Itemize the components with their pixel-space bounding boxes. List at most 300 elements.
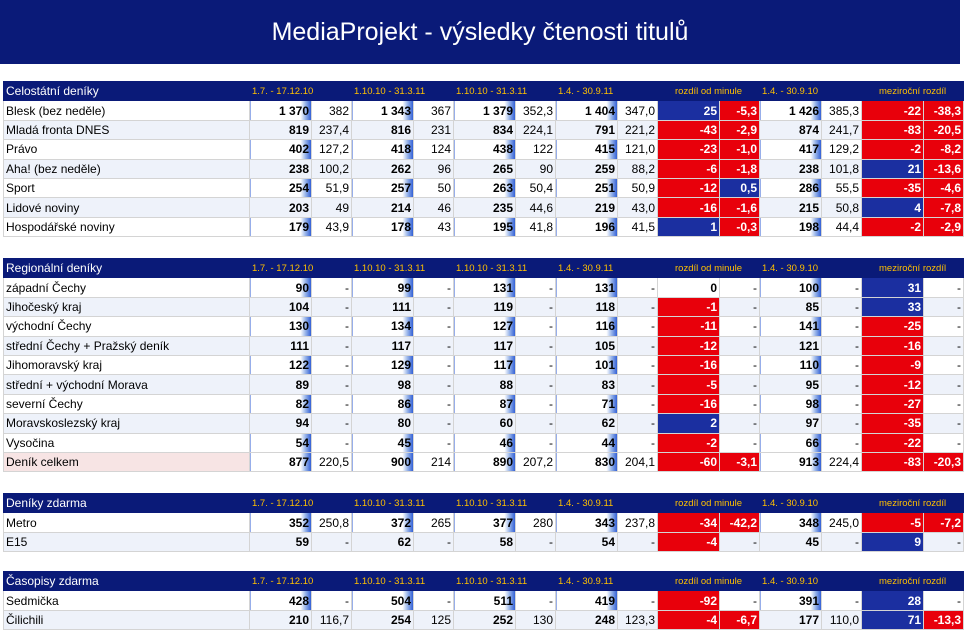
table-cell: 1 379	[454, 101, 516, 120]
table-cell: 44,6	[516, 198, 556, 217]
table-cell: -83	[862, 120, 924, 139]
row-label: Metro	[4, 513, 250, 532]
table-cell: -83	[862, 452, 924, 471]
table-cell: 377	[454, 513, 516, 532]
column-header: 1.10.10 - 31.3.11	[454, 259, 556, 278]
table-row	[4, 355, 964, 374]
table-cell: -	[720, 433, 760, 452]
table-cell: -	[720, 375, 760, 394]
table-cell: 131	[454, 278, 516, 297]
table-cell: 43,0	[618, 198, 658, 217]
table-cell: -	[414, 414, 454, 433]
table-row	[4, 452, 964, 471]
table-cell: -16	[658, 394, 720, 413]
table-cell: 259	[556, 159, 618, 178]
table-cell: 97	[760, 414, 822, 433]
column-header: 1.7. - 17.12.10	[250, 82, 352, 101]
table-cell: 62	[556, 414, 618, 433]
table-cell: -7,2	[924, 513, 964, 532]
table-cell: -	[822, 375, 862, 394]
table-cell: 235	[454, 198, 516, 217]
table-cell: -	[822, 433, 862, 452]
table-cell: -	[720, 317, 760, 336]
table-cell: 54	[250, 433, 312, 452]
row-label: Sedmička	[4, 591, 250, 610]
table-cell: 116,7	[312, 610, 352, 629]
table-cell: 367	[414, 101, 454, 120]
column-header: 1.10.10 - 31.3.11	[352, 259, 454, 278]
table-cell: 352,3	[516, 101, 556, 120]
row-label: Sport	[4, 178, 250, 197]
section-title: Regionální deníky	[4, 259, 250, 278]
table-row	[4, 178, 964, 197]
table-cell: 59	[250, 532, 312, 551]
table-cell: -	[618, 433, 658, 452]
table-cell: -2	[862, 217, 924, 236]
table-cell: 1	[658, 217, 720, 236]
table-cell: 99	[352, 278, 414, 297]
table-cell: -	[720, 532, 760, 551]
row-label: východní Čechy	[4, 317, 250, 336]
table-cell: -34	[658, 513, 720, 532]
table-cell: 117	[454, 355, 516, 374]
table-cell: 4	[862, 198, 924, 217]
table-cell: 830	[556, 452, 618, 471]
table-cell: 280	[516, 513, 556, 532]
table-cell: 121,0	[618, 140, 658, 159]
table-cell: -2,9	[924, 217, 964, 236]
table-cell: 127	[454, 317, 516, 336]
table-cell: 90	[250, 278, 312, 297]
table-cell: -	[312, 278, 352, 297]
table-cell: 877	[250, 452, 312, 471]
table-cell: -22	[862, 101, 924, 120]
table-cell: -	[618, 375, 658, 394]
column-header: 1.4. - 30.9.10	[760, 572, 862, 591]
table-cell: -	[516, 317, 556, 336]
table-cell: -	[312, 297, 352, 316]
table-cell: -1,6	[720, 198, 760, 217]
table-cell: 80	[352, 414, 414, 433]
row-label: střední + východní Morava	[4, 375, 250, 394]
column-header: meziroční rozdíl	[862, 259, 964, 278]
table-cell: -	[516, 394, 556, 413]
table-cell: -	[312, 414, 352, 433]
table-cell: 116	[556, 317, 618, 336]
table-row	[4, 140, 964, 159]
table-row	[4, 591, 964, 610]
table-cell: -	[822, 532, 862, 551]
table-cell: 265	[454, 159, 516, 178]
table-cell: 262	[352, 159, 414, 178]
table-cell: 100	[760, 278, 822, 297]
column-header: 1.10.10 - 31.3.11	[454, 494, 556, 513]
table-cell: -	[618, 297, 658, 316]
table-cell: 352	[250, 513, 312, 532]
section-title: Deníky zdarma	[4, 494, 250, 513]
table-cell: 178	[352, 217, 414, 236]
table-cell: 198	[760, 217, 822, 236]
table-cell: -	[414, 394, 454, 413]
table-cell: 210	[250, 610, 312, 629]
table-cell: 43,9	[312, 217, 352, 236]
table-cell: 55,5	[822, 178, 862, 197]
table-cell: -	[414, 433, 454, 452]
table-cell: -0,3	[720, 217, 760, 236]
table-cell: 86	[352, 394, 414, 413]
table-cell: -	[924, 317, 964, 336]
table-cell: -	[312, 433, 352, 452]
table-cell: -	[414, 278, 454, 297]
table-cell: -6,7	[720, 610, 760, 629]
table-cell: 220,5	[312, 452, 352, 471]
table-cell: 215	[760, 198, 822, 217]
table-cell: 237,8	[618, 513, 658, 532]
table-cell: 82	[250, 394, 312, 413]
table-cell: 241,7	[822, 120, 862, 139]
table-cell: -9	[862, 355, 924, 374]
row-label: Čilichili	[4, 610, 250, 629]
table-row	[4, 297, 964, 316]
table-cell: -	[720, 591, 760, 610]
table-cell: -	[720, 336, 760, 355]
table-cell: 0	[658, 278, 720, 297]
table-cell: 60	[454, 414, 516, 433]
table-cell: -	[414, 355, 454, 374]
table-cell: -	[822, 414, 862, 433]
table-row	[4, 317, 964, 336]
table-cell: 207,2	[516, 452, 556, 471]
table-cell: 50,9	[618, 178, 658, 197]
table-cell: -23	[658, 140, 720, 159]
table-cell: -	[720, 414, 760, 433]
table-cell: 385,3	[822, 101, 862, 120]
table-cell: 105	[556, 336, 618, 355]
table-cell: 254	[352, 610, 414, 629]
table-cell: -60	[658, 452, 720, 471]
table-cell: -	[924, 414, 964, 433]
table-cell: 129,2	[822, 140, 862, 159]
column-header: 1.10.10 - 31.3.11	[352, 494, 454, 513]
table-cell: -	[516, 532, 556, 551]
table-cell: 49	[312, 198, 352, 217]
table-cell: 71	[556, 394, 618, 413]
table-cell: 46	[414, 198, 454, 217]
table-cell: 28	[862, 591, 924, 610]
table-cell: 252	[454, 610, 516, 629]
table-cell: -	[822, 297, 862, 316]
table-cell: 118	[556, 297, 618, 316]
table-cell: -	[924, 297, 964, 316]
table-cell: 44,4	[822, 217, 862, 236]
table-cell: -27	[862, 394, 924, 413]
table-cell: -13,3	[924, 610, 964, 629]
table-cell: -	[516, 355, 556, 374]
column-header: 1.10.10 - 31.3.11	[352, 82, 454, 101]
column-header: meziroční rozdíl	[862, 82, 964, 101]
table-cell: 0,5	[720, 178, 760, 197]
table-cell: 196	[556, 217, 618, 236]
table-cell: -	[516, 591, 556, 610]
row-label: Lidové noviny	[4, 198, 250, 217]
table-cell: -11	[658, 317, 720, 336]
table-cell: -	[618, 394, 658, 413]
table-cell: 100,2	[312, 159, 352, 178]
table-cell: 265	[414, 513, 454, 532]
table-cell: 110,0	[822, 610, 862, 629]
table-cell: -35	[862, 414, 924, 433]
column-header: 1.7. - 17.12.10	[250, 259, 352, 278]
table-cell: 286	[760, 178, 822, 197]
table-cell: 224,4	[822, 452, 862, 471]
table-cell: -	[822, 317, 862, 336]
table-cell: -	[924, 394, 964, 413]
column-header: 1.7. - 17.12.10	[250, 494, 352, 513]
table-cell: -	[720, 297, 760, 316]
table-cell: -	[414, 297, 454, 316]
table-cell: 90	[516, 159, 556, 178]
table-cell: 343	[556, 513, 618, 532]
table-cell: 438	[454, 140, 516, 159]
table-cell: -	[414, 591, 454, 610]
table-row	[4, 198, 964, 217]
table-cell: 134	[352, 317, 414, 336]
table-cell: -	[516, 414, 556, 433]
free-dailies-table	[3, 493, 964, 552]
table-cell: 98	[760, 394, 822, 413]
column-header: 1.10.10 - 31.3.11	[352, 572, 454, 591]
table-cell: -	[924, 375, 964, 394]
section-title: Celostátní deníky	[4, 82, 250, 101]
column-header: rozdíl od minule	[658, 259, 760, 278]
table-cell: -	[822, 394, 862, 413]
table-cell: -	[312, 336, 352, 355]
table-cell: 119	[454, 297, 516, 316]
table-cell: 122	[516, 140, 556, 159]
table-cell: 204,1	[618, 452, 658, 471]
table-cell: 122	[250, 355, 312, 374]
table-cell: 816	[352, 120, 414, 139]
table-cell: 913	[760, 452, 822, 471]
table-cell: 95	[760, 375, 822, 394]
table-cell: -1	[658, 297, 720, 316]
table-cell: 54	[556, 532, 618, 551]
table-cell: 110	[760, 355, 822, 374]
table-cell: -5	[862, 513, 924, 532]
table-cell: 504	[352, 591, 414, 610]
row-label: Mladá fronta DNES	[4, 120, 250, 139]
table-cell: 245,0	[822, 513, 862, 532]
table-row	[4, 336, 964, 355]
column-header: meziroční rozdíl	[862, 572, 964, 591]
table-cell: 111	[250, 336, 312, 355]
table-row	[4, 101, 964, 120]
table-cell: 124	[414, 140, 454, 159]
table-cell: -2	[862, 140, 924, 159]
table-cell: -	[618, 355, 658, 374]
table-cell: -	[618, 278, 658, 297]
table-cell: 88,2	[618, 159, 658, 178]
table-cell: -35	[862, 178, 924, 197]
table-cell: 203	[250, 198, 312, 217]
row-label: střední Čechy + Pražský deník	[4, 336, 250, 355]
table-cell: 111	[352, 297, 414, 316]
row-label: Vysočina	[4, 433, 250, 452]
table-cell: -25	[862, 317, 924, 336]
table-cell: -5	[658, 375, 720, 394]
row-label: Blesk (bez neděle)	[4, 101, 250, 120]
table-cell: 101	[556, 355, 618, 374]
table-cell: -	[414, 375, 454, 394]
table-cell: 87	[454, 394, 516, 413]
table-row	[4, 375, 964, 394]
column-header: rozdíl od minule	[658, 572, 760, 591]
table-cell: -	[822, 355, 862, 374]
table-cell: 141	[760, 317, 822, 336]
table-cell: 85	[760, 297, 822, 316]
table-row	[4, 120, 964, 139]
table-cell: -38,3	[924, 101, 964, 120]
table-cell: 46	[454, 433, 516, 452]
table-cell: 250,8	[312, 513, 352, 532]
table-cell: 834	[454, 120, 516, 139]
table-cell: -	[924, 355, 964, 374]
table-row	[4, 610, 964, 629]
table-cell: 238	[760, 159, 822, 178]
table-cell: 33	[862, 297, 924, 316]
table-cell: -	[924, 532, 964, 551]
column-header: 1.4. - 30.9.10	[760, 259, 862, 278]
row-label: Moravskoslezský kraj	[4, 414, 250, 433]
table-cell: 221,2	[618, 120, 658, 139]
table-cell: 41,8	[516, 217, 556, 236]
table-cell: 58	[454, 532, 516, 551]
table-cell: -4,6	[924, 178, 964, 197]
table-cell: 428	[250, 591, 312, 610]
table-cell: -1,0	[720, 140, 760, 159]
table-cell: -	[312, 355, 352, 374]
table-cell: 83	[556, 375, 618, 394]
table-cell: -16	[862, 336, 924, 355]
table-cell: -	[516, 278, 556, 297]
table-cell: 819	[250, 120, 312, 139]
table-cell: -4	[658, 532, 720, 551]
table-cell: 214	[414, 452, 454, 471]
table-cell: -	[720, 355, 760, 374]
section-title: Časopisy zdarma	[4, 572, 250, 591]
table-cell: 101,8	[822, 159, 862, 178]
table-cell: -	[924, 278, 964, 297]
regional-dailies-table	[3, 258, 964, 472]
table-cell: -	[924, 336, 964, 355]
table-cell: -	[720, 394, 760, 413]
row-label: Deník celkem	[4, 452, 250, 471]
table-cell: 402	[250, 140, 312, 159]
table-cell: 511	[454, 591, 516, 610]
table-row	[4, 513, 964, 532]
column-header: 1.4. - 30.9.11	[556, 259, 658, 278]
table-cell: -8,2	[924, 140, 964, 159]
table-cell: 121	[760, 336, 822, 355]
table-row	[4, 217, 964, 236]
table-cell: 248	[556, 610, 618, 629]
column-header: 1.10.10 - 31.3.11	[454, 82, 556, 101]
row-label: E15	[4, 532, 250, 551]
table-cell: -12	[658, 178, 720, 197]
table-cell: 418	[352, 140, 414, 159]
table-cell: -16	[658, 355, 720, 374]
table-cell: -2,9	[720, 120, 760, 139]
table-cell: 45	[760, 532, 822, 551]
table-cell: 372	[352, 513, 414, 532]
row-label: Hospodářské noviny	[4, 217, 250, 236]
table-cell: 117	[454, 336, 516, 355]
table-cell: -6	[658, 159, 720, 178]
table-cell: -	[924, 591, 964, 610]
table-cell: 900	[352, 452, 414, 471]
table-cell: -	[312, 532, 352, 551]
table-cell: 88	[454, 375, 516, 394]
table-cell: -12	[658, 336, 720, 355]
column-header: rozdíl od minule	[658, 82, 760, 101]
table-cell: -13,6	[924, 159, 964, 178]
table-cell: -4	[658, 610, 720, 629]
table-cell: -	[720, 278, 760, 297]
table-cell: -	[924, 433, 964, 452]
table-cell: 129	[352, 355, 414, 374]
table-cell: 21	[862, 159, 924, 178]
table-cell: -	[312, 375, 352, 394]
table-cell: 219	[556, 198, 618, 217]
table-cell: 50	[414, 178, 454, 197]
table-cell: 66	[760, 433, 822, 452]
table-cell: -20,3	[924, 452, 964, 471]
table-cell: 89	[250, 375, 312, 394]
table-cell: -	[618, 532, 658, 551]
table-cell: -	[822, 278, 862, 297]
table-cell: 177	[760, 610, 822, 629]
table-cell: -	[618, 336, 658, 355]
column-header: 1.4. - 30.9.10	[760, 494, 862, 513]
table-cell: 224,1	[516, 120, 556, 139]
table-cell: 71	[862, 610, 924, 629]
table-cell: 874	[760, 120, 822, 139]
table-cell: 257	[352, 178, 414, 197]
table-cell: 117	[352, 336, 414, 355]
free-magazines-table	[3, 571, 964, 630]
table-cell: -	[516, 433, 556, 452]
table-cell: -	[312, 394, 352, 413]
row-label: Aha! (bez neděle)	[4, 159, 250, 178]
table-cell: -	[822, 591, 862, 610]
table-row	[4, 433, 964, 452]
table-cell: 251	[556, 178, 618, 197]
table-cell: 1 343	[352, 101, 414, 120]
table-cell: 1 404	[556, 101, 618, 120]
table-cell: 214	[352, 198, 414, 217]
column-header: 1.4. - 30.9.11	[556, 572, 658, 591]
table-cell: 94	[250, 414, 312, 433]
table-cell: -	[516, 375, 556, 394]
table-row	[4, 394, 964, 413]
table-cell: -7,8	[924, 198, 964, 217]
table-cell: 415	[556, 140, 618, 159]
row-label: Jihočeský kraj	[4, 297, 250, 316]
table-row	[4, 278, 964, 297]
table-cell: -22	[862, 433, 924, 452]
table-cell: -	[516, 297, 556, 316]
table-cell: 104	[250, 297, 312, 316]
